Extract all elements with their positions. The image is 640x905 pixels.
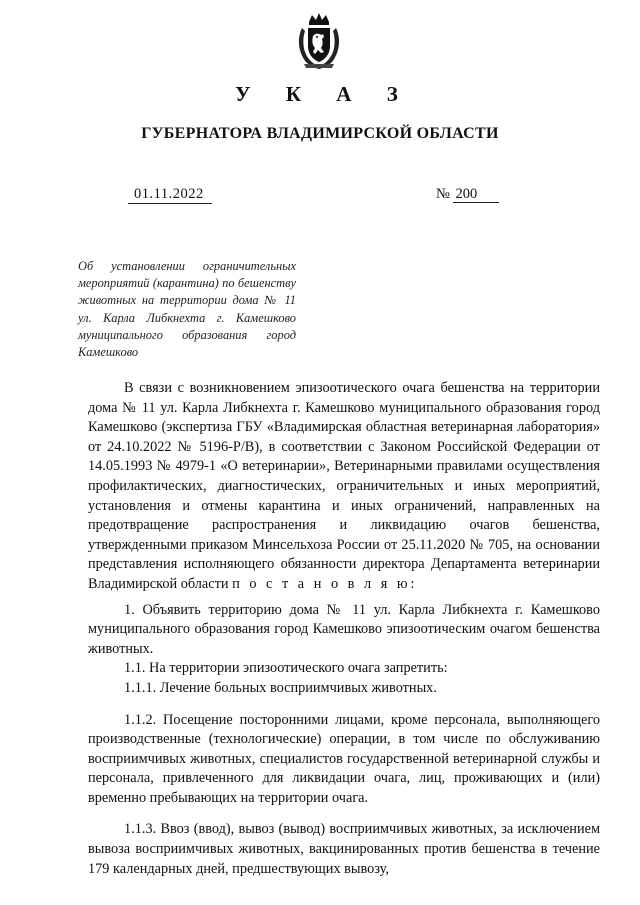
document-body — [88, 379, 600, 879]
document-subtitle: ГУБЕРНАТОРА ВЛАДИМИРСКОЙ ОБЛАСТИ — [141, 125, 499, 142]
paragraph-1-1-2: 1.1.2. Посещение посторонними лицами, кроме персонала, выполняющего производственные (технологические) операции, в том числе по обслуживанию восприимчивых животных, специалистов государственной ветеринарной службы и персонала, привлеченного для ликвидации очага, лиц, проживающих и (или) временно пребывающих на территории очага. — [88, 711, 600, 806]
paragraph-1-1: 1.1. На территории эпизоотического очага запретить: — [124, 660, 448, 677]
paragraph-1: 1. Объявить территорию дома № 11 ул. Карла Либкнехта г. Камешково муниципального образования город Камешково эпизоотическим очагом бешенства животных. — [88, 601, 600, 657]
document-number — [436, 186, 499, 203]
paragraph-1-1-3: 1.1.3. Ввоз (ввод), вывоз (вывод) восприимчивых животных, за исключением вывоза восприимчивых животных, вакцинированных против бешенства в течение 179 календарных дней, предшествующих вывозу, — [88, 821, 600, 877]
document-subject: Об установлении ограничительных мероприятий (карантина) по бешенству животных на территории дома № 11 ул. Карла Либкнехта г. Камешково муниципального образования город Камешково — [78, 259, 296, 360]
number-value: 200 — [453, 186, 499, 203]
preamble-paragraph — [88, 379, 600, 595]
preamble-text: В связи с возникновением эпизоотического очага бешенства на территории дома № 11 ул. Карла Либкнехта г. Камешково муниципального образования город Камешково (экспертиза ГБУ «Владимирская областная ветеринарная лаборатория» от 24.10.2022 № 5196-Р/В), в соответствии с Законом Российской Федерации от 14.05.1993 № 4979-1 «О ветеринарии», Ветеринарными правилами осуществления профилактических, диагностических, ограничительных и иных мероприятий, установления и отмены карантина и иных ограничений, направленных на предотвращение распространения и ликвидацию очагов бешенства, утвержденными приказом Минсельхоза России от 25.11.2020 № 705, на основании представления исполняющего обязанности директора Департамента ветеринарии Владимирской области — [88, 380, 600, 592]
number-label: № — [436, 186, 450, 202]
document-date: 01.11.2022 — [128, 186, 212, 204]
preamble-keyword: п о с т а н о в л я ю: — [232, 575, 418, 592]
coat-of-arms-emblem — [296, 12, 342, 70]
paragraph-1-1-1: 1.1.1. Лечение больных восприимчивых животных. — [124, 679, 437, 696]
document-title: У К А З — [235, 82, 413, 106]
